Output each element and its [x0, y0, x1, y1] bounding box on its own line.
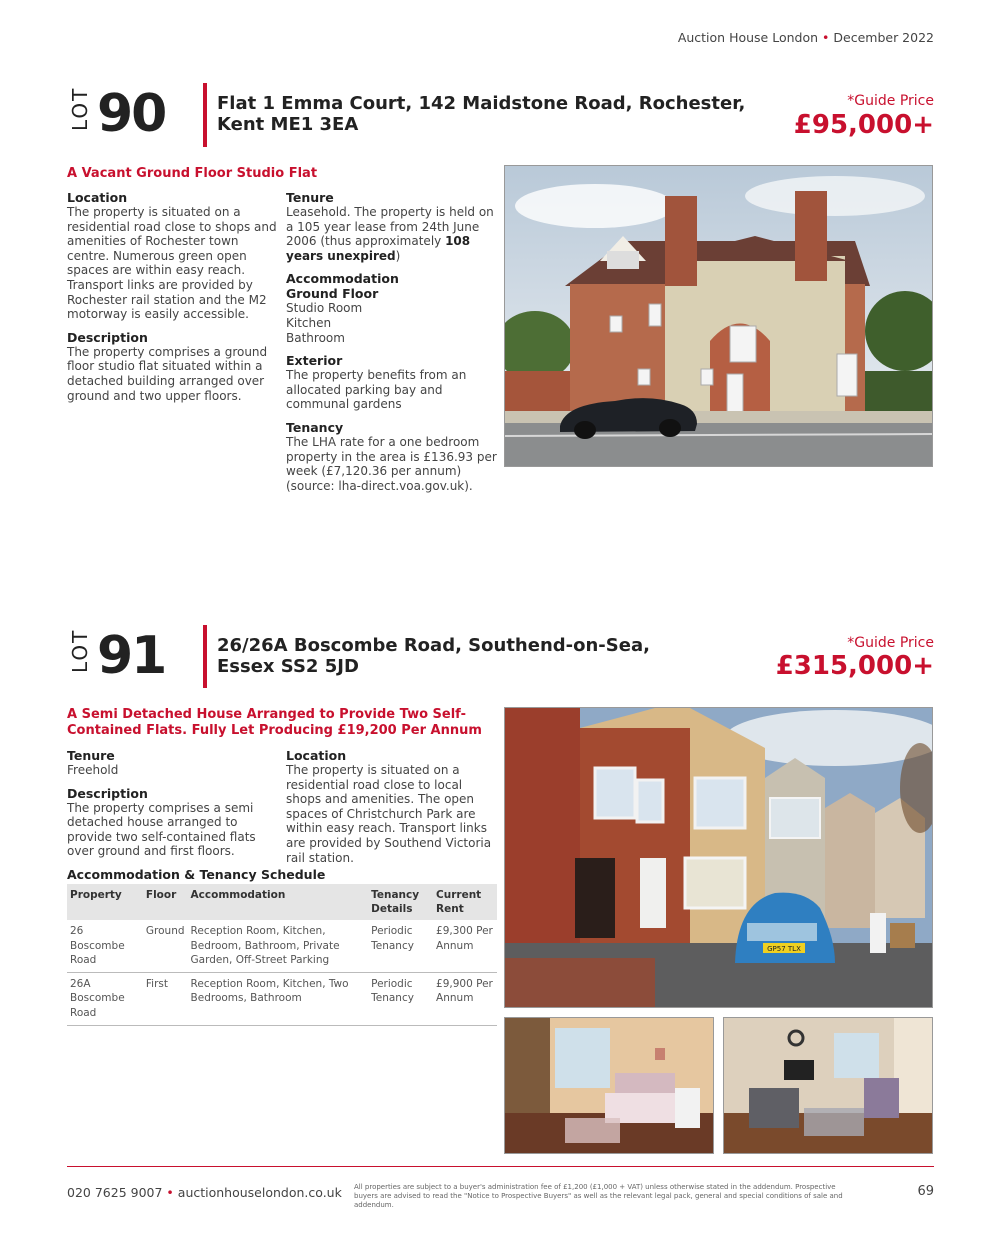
schedule-heading: Accommodation & Tenancy Schedule [67, 867, 326, 882]
tenancy-schedule [67, 884, 497, 1026]
lot90-column-left [67, 190, 279, 403]
tenancy-heading: Tenancy [286, 419, 344, 435]
table-cell: 26A Boscombe Road [67, 972, 143, 1025]
location-text: The property is situated on a residential road close to shops and amenities of Rochester town centre. Numerous green open spaces are within easy reach. Transport links are provided by Rochester rail station and the M2 motorway is easily accessible. [67, 205, 277, 322]
tenancy-text: The LHA rate for a one bedroom property in the area is £136.93 per week (£7,120.36 per annum) (source: lha-direct.voa.gov.uk). [286, 434, 497, 493]
table-cell: Periodic Tenancy [368, 920, 433, 972]
table-cell: Periodic Tenancy [368, 972, 433, 1025]
col-header: Floor [143, 884, 188, 920]
lot91-column-right [286, 748, 498, 865]
table-cell: 26 Boscombe Road [67, 920, 143, 972]
header-bullet: • [822, 30, 830, 45]
table-row [67, 972, 497, 1025]
table-cell: Reception Room, Kitchen, Two Bedrooms, Bathroom [188, 972, 369, 1025]
description-heading: Description [67, 785, 148, 801]
schedule-table [67, 884, 497, 1026]
page-number: 69 [917, 1184, 934, 1199]
footer-disclaimer: All properties are subject to a buyer's administration fee of £1,200 (£1,000 + VAT) unless otherwise stated in the addendum. Prospective buyers are advised to read the "Notice to Prospective Buyers" as well as the relevant legal pack, general and special conditions of sale and addendum. [354, 1183, 843, 1209]
lot-address [217, 635, 777, 677]
lot-label: LOT [68, 628, 92, 673]
description-text: The property comprises a ground floor studio flat situated within a detached building arranged over ground and two upper floors. [67, 344, 268, 403]
tenure-heading: Tenure [67, 748, 115, 763]
accommodation-heading: Accommodation [286, 271, 399, 287]
footer-contact [67, 1185, 342, 1200]
guide-price-value: £95,000+ [793, 110, 934, 140]
address-line-2: Kent ME1 3EA [217, 114, 359, 135]
lot-number: 91 [97, 626, 166, 686]
lease-remaining: 108 years unexpired [286, 234, 471, 263]
table-cell: Ground [143, 920, 188, 972]
tenure-heading: Tenure [286, 190, 334, 205]
guide-price-value: £315,000+ [775, 651, 934, 681]
exterior-text: The property benefits from an allocated parking bay and communal gardens [286, 368, 467, 412]
phone-number: 020 7625 9007 [67, 1185, 163, 1200]
property-photo-exterior [504, 707, 933, 1008]
property-photo-bedroom [504, 1017, 714, 1154]
lot-address [217, 93, 777, 135]
table-cell: £9,300 Per Annum [433, 920, 497, 972]
col-header: Accommodation [188, 884, 369, 920]
description-heading: Description [67, 329, 148, 345]
address-line-2: Essex SS2 5JD [217, 656, 359, 677]
lot-subtitle: A Semi Detached House Arranged to Provide Two Self- Contained Flats. Fully Let Producing £19,200 Per Annum [67, 707, 482, 738]
lot-label: LOT [68, 86, 92, 131]
publisher-name: Auction House London [677, 30, 819, 45]
location-text: The property is situated on a residential road close to local shops and amenities. The open spaces of Christchurch Park are within easy reach. Transport links are provided by Southend Victoria rail station. [286, 763, 492, 865]
tenure-text: Freehold [67, 763, 119, 777]
footer-bullet: • [166, 1185, 174, 1200]
col-header: Property [67, 884, 143, 920]
table-cell: First [143, 972, 188, 1025]
location-heading: Location [67, 190, 128, 205]
col-header: Tenancy Details [368, 884, 433, 920]
lot-number: 90 [97, 84, 166, 144]
guide-price-label: *Guide Price [847, 93, 934, 109]
lot90-column-right [286, 190, 498, 493]
col-header: Current Rent [433, 884, 497, 920]
property-photo-exterior [504, 165, 933, 467]
description-text: The property comprises a semi detached house arranged to provide two self-contained flats over ground and first floors. [67, 800, 256, 859]
guide-price-label: *Guide Price [847, 635, 934, 651]
website-link[interactable]: auctionhouselondon.co.uk [177, 1185, 342, 1200]
ground-floor-heading: Ground Floor [286, 286, 379, 302]
address-line-1: 26/26A Boscombe Road, Southend-on-Sea, [217, 635, 650, 656]
lot-subtitle: A Vacant Ground Floor Studio Flat [67, 166, 318, 181]
car-plate: GP57 TLX [767, 945, 801, 953]
table-cell: Reception Room, Kitchen, Bedroom, Bathroom, Private Garden, Off-Street Parking [188, 920, 369, 972]
lot-divider [203, 83, 207, 147]
room-item: Bathroom [286, 330, 345, 345]
location-heading: Location [286, 748, 347, 763]
table-cell: £9,900 Per Annum [433, 972, 497, 1025]
page-header [560, 30, 934, 45]
exterior-heading: Exterior [286, 353, 343, 369]
room-item: Studio Room [286, 301, 363, 316]
table-row [67, 920, 497, 972]
room-item: Kitchen [286, 315, 332, 330]
lot-divider [203, 625, 207, 688]
issue-date: December 2022 [833, 30, 934, 45]
property-photo-living-room [723, 1017, 933, 1154]
table-header-row [67, 884, 497, 920]
footer-divider [67, 1166, 934, 1167]
lot91-column-left [67, 748, 279, 859]
tenure-text: Leasehold. The property is held on a 105 year lease from 24th June 2006 (thus approximately 108 years unexpired) [286, 205, 494, 263]
address-line-1: Flat 1 Emma Court, 142 Maidstone Road, Rochester, [217, 93, 746, 114]
